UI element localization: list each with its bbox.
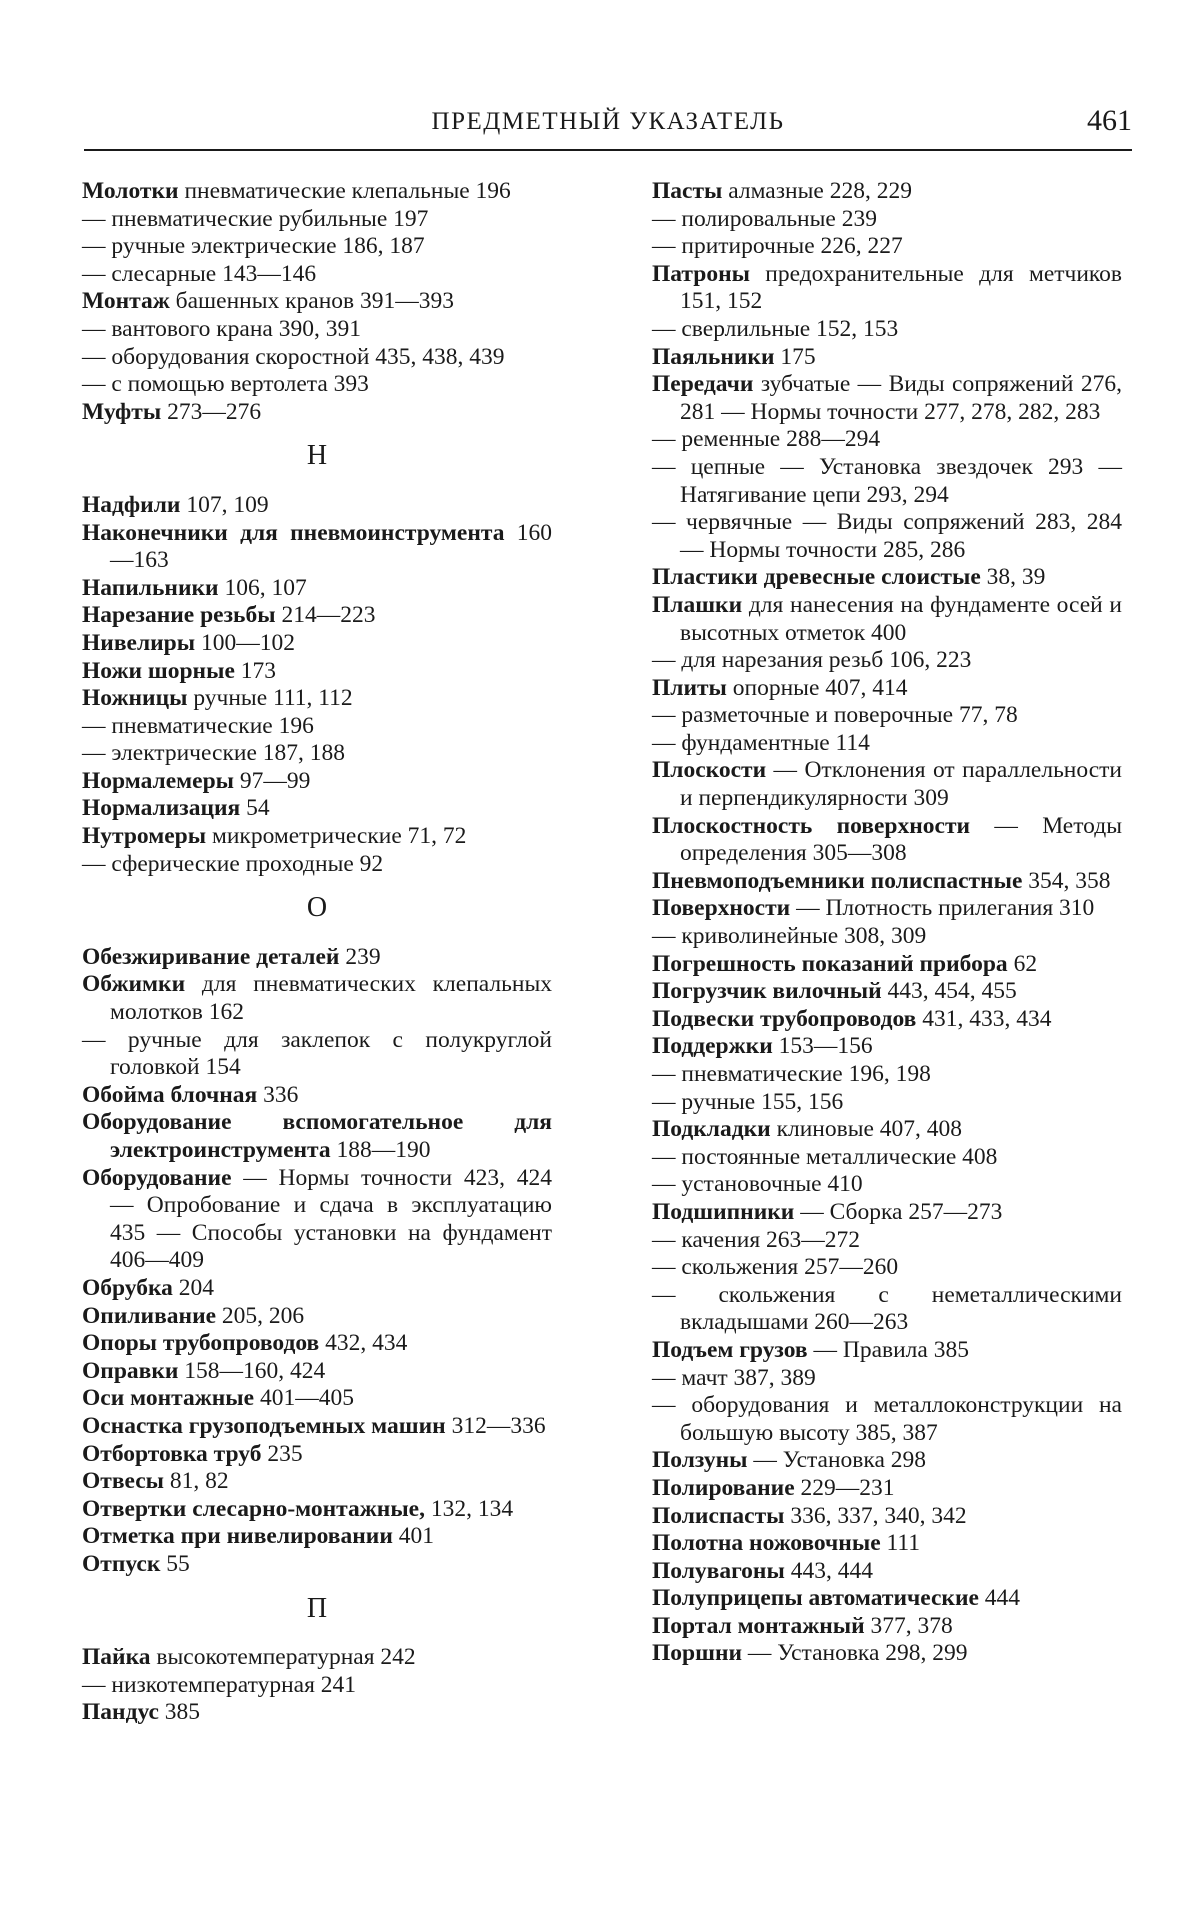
index-entry bbox=[82, 1468, 552, 1496]
index-references: пневматические клепальные 196 bbox=[178, 178, 511, 204]
index-term: Ножницы bbox=[82, 685, 188, 712]
index-term: Передачи bbox=[652, 371, 754, 398]
index-entry bbox=[82, 1109, 552, 1164]
index-entry bbox=[652, 426, 1122, 454]
index-references: — скольжения 257—260 bbox=[652, 1254, 899, 1281]
index-term: Подшипники bbox=[652, 1198, 795, 1225]
index-term: Плиты bbox=[652, 674, 727, 701]
index-entry bbox=[82, 371, 552, 399]
index-entry bbox=[82, 206, 552, 234]
index-references: алмазные 228, 229 bbox=[722, 178, 912, 204]
index-references: — притирочные 226, 227 bbox=[652, 233, 903, 260]
index-term: Оборудование вспомогательное для электроинструмента bbox=[82, 1109, 552, 1163]
index-references: — Сборка 257—273 bbox=[794, 1198, 1003, 1225]
index-term: Поддержки bbox=[652, 1033, 773, 1060]
index-term: Обжимки bbox=[82, 971, 186, 998]
index-entry bbox=[82, 520, 552, 575]
index-references: — ременные 288—294 bbox=[652, 426, 881, 453]
index-references: 443, 444 bbox=[784, 1557, 873, 1584]
index-entry bbox=[652, 1254, 1122, 1282]
index-references: — слесарные 143—146 bbox=[82, 260, 317, 287]
index-column-left bbox=[82, 178, 552, 1727]
index-references: — электрические 187, 188 bbox=[82, 740, 345, 767]
index-references: 312—336 bbox=[445, 1412, 546, 1439]
index-references: — Методы определения 305—308 bbox=[680, 812, 1122, 867]
index-references: 235 bbox=[261, 1440, 303, 1467]
index-references: ручные 111, 112 bbox=[187, 685, 353, 712]
index-entry bbox=[82, 1523, 552, 1551]
index-references: 158—160, 424 bbox=[178, 1357, 326, 1384]
index-references: 377, 378 bbox=[864, 1612, 953, 1639]
index-references: — Установка 298 bbox=[747, 1447, 927, 1474]
index-term: Обрубка bbox=[82, 1274, 173, 1301]
index-entry bbox=[652, 1503, 1122, 1531]
index-entry bbox=[652, 1585, 1122, 1613]
index-term: Опоры трубопроводов bbox=[82, 1330, 320, 1357]
index-term: Напильники bbox=[82, 574, 219, 601]
index-term: Полиспасты bbox=[652, 1502, 785, 1529]
index-entry bbox=[652, 702, 1122, 730]
header-rule bbox=[84, 149, 1132, 151]
index-references: — сферические проходные 92 bbox=[82, 850, 384, 877]
index-references: 401—405 bbox=[254, 1385, 354, 1412]
index-entry bbox=[82, 1303, 552, 1331]
index-term: Погрузчик вилочный bbox=[652, 978, 882, 1005]
index-term: Ножи шорные bbox=[82, 657, 235, 684]
index-term: Пластики древесные слоистые bbox=[652, 564, 981, 591]
index-entry bbox=[82, 233, 552, 261]
index-references: — полировальные 239 bbox=[652, 205, 877, 232]
index-references: — червячные — Виды сопряжений 283, 284 — Нормы точности 285, 286 bbox=[652, 509, 1122, 563]
index-term: Муфты bbox=[82, 398, 162, 425]
index-entry bbox=[82, 1699, 552, 1727]
index-references: 188—190 bbox=[330, 1137, 431, 1163]
index-entry bbox=[652, 1282, 1122, 1337]
index-entry bbox=[652, 675, 1122, 703]
index-entry bbox=[652, 923, 1122, 951]
index-entry bbox=[82, 740, 552, 768]
index-references: — разметочные и поверочные 77, 78 bbox=[652, 702, 1018, 729]
index-references: — низкотемпературная 241 bbox=[82, 1671, 357, 1698]
index-entry bbox=[652, 757, 1122, 812]
index-term: Оси монтажные bbox=[82, 1385, 255, 1412]
index-entry bbox=[652, 1116, 1122, 1144]
index-entry bbox=[652, 1006, 1122, 1034]
index-term: Полирование bbox=[652, 1474, 795, 1501]
index-references: 175 bbox=[774, 343, 816, 370]
index-term: Нормалемеры bbox=[82, 767, 235, 794]
index-references: 444 bbox=[978, 1585, 1021, 1612]
index-entry bbox=[652, 895, 1122, 923]
index-entry bbox=[82, 1275, 552, 1303]
index-references: — с помощью вертолета 393 bbox=[82, 371, 369, 398]
index-references: для пневматических клепальных молотков 162 bbox=[110, 971, 552, 1026]
index-entry bbox=[82, 851, 552, 879]
index-term: Оснастка грузоподъемных машин bbox=[82, 1412, 446, 1439]
index-term: Опиливание bbox=[82, 1302, 217, 1329]
index-term: Подвески трубопроводов bbox=[652, 1005, 917, 1032]
index-references: — пневматические 196, 198 bbox=[652, 1061, 931, 1087]
index-references: 385 bbox=[158, 1699, 201, 1726]
index-term: Нормализация bbox=[82, 795, 241, 822]
index-entry bbox=[652, 1061, 1122, 1089]
index-entry bbox=[82, 795, 552, 823]
index-references: 153—156 bbox=[772, 1033, 873, 1060]
index-entry bbox=[82, 823, 552, 851]
index-references: — Отклонения от параллельности и перпендикулярности 309 bbox=[680, 757, 1122, 812]
index-entry bbox=[652, 344, 1122, 372]
index-entry bbox=[82, 288, 552, 316]
index-entry bbox=[82, 575, 552, 603]
index-references: 205, 206 bbox=[216, 1302, 305, 1329]
index-entry bbox=[652, 1227, 1122, 1255]
index-entry bbox=[652, 1144, 1122, 1172]
index-term: Молотки bbox=[82, 178, 179, 204]
index-references: — мачт 387, 389 bbox=[652, 1364, 816, 1391]
index-term: Полуприцепы автоматические bbox=[652, 1585, 979, 1612]
index-term: Надфили bbox=[82, 491, 181, 518]
index-entry bbox=[82, 1672, 552, 1700]
index-entry bbox=[82, 1027, 552, 1082]
index-entry bbox=[82, 1496, 552, 1524]
index-term: Полувагоны bbox=[652, 1557, 785, 1584]
index-term: Отвесы bbox=[82, 1468, 165, 1495]
index-references: — скольжения с неметаллическими вкладышами 260—263 bbox=[652, 1281, 1122, 1336]
index-term: Пандус bbox=[82, 1699, 159, 1726]
index-references: — вантового крана 390, 391 bbox=[82, 315, 361, 342]
index-entry bbox=[82, 1441, 552, 1469]
index-references: 173 bbox=[234, 657, 277, 684]
index-entry bbox=[82, 685, 552, 713]
index-entry bbox=[82, 1413, 552, 1441]
index-entry bbox=[652, 1337, 1122, 1365]
index-references: — установочные 410 bbox=[652, 1171, 863, 1198]
section-letter: О bbox=[306, 892, 328, 924]
index-entry bbox=[652, 1613, 1122, 1641]
index-entry bbox=[652, 233, 1122, 261]
index-term: Плоскостность поверхности bbox=[652, 812, 971, 839]
index-references: 229—231 bbox=[794, 1474, 895, 1501]
index-term: Отвертки слесарно-монтажные, bbox=[82, 1495, 425, 1522]
index-entry bbox=[652, 371, 1122, 426]
index-references: 204 bbox=[172, 1274, 215, 1301]
index-references: 111 bbox=[880, 1530, 921, 1557]
index-entry bbox=[82, 261, 552, 289]
index-term: Монтаж bbox=[82, 288, 170, 315]
page-number: 461 bbox=[1087, 104, 1132, 137]
index-entry bbox=[652, 1365, 1122, 1393]
index-references: 239 bbox=[339, 943, 381, 970]
index-term: Обойма блочная bbox=[82, 1081, 258, 1108]
index-references: 443, 454, 455 bbox=[881, 978, 1017, 1005]
index-entry bbox=[82, 658, 552, 686]
index-references: — Плотность прилегания 310 bbox=[790, 895, 1095, 922]
index-references: 97—99 bbox=[234, 767, 311, 794]
index-references: опорные 407, 414 bbox=[726, 674, 908, 701]
index-references: — качения 263—272 bbox=[652, 1226, 861, 1253]
index-term: Оправки bbox=[82, 1357, 179, 1384]
index-references: — оборудования скоростной 435, 438, 439 bbox=[82, 343, 505, 370]
index-term: Паяльники bbox=[652, 343, 775, 370]
index-term: Пневмоподъемники полиспастные bbox=[652, 867, 1023, 894]
index-term: Подкладки bbox=[652, 1116, 771, 1143]
index-references: 336 bbox=[257, 1081, 299, 1108]
index-term: Поршни bbox=[652, 1640, 743, 1667]
index-references: — оборудования и металлоконструкции на большую высоту 385, 387 bbox=[652, 1392, 1122, 1446]
index-references: — Установка 298, 299 bbox=[742, 1640, 968, 1667]
index-entry bbox=[82, 1358, 552, 1386]
index-term: Пайка bbox=[82, 1644, 151, 1671]
index-references: — криволинейные 308, 309 bbox=[652, 923, 927, 950]
index-entry bbox=[652, 1447, 1122, 1475]
index-term: Плоскости bbox=[652, 757, 767, 784]
index-references: 106, 107 bbox=[218, 574, 307, 601]
index-references: — для нарезания резьб 106, 223 bbox=[652, 647, 972, 674]
index-references: 55 bbox=[160, 1550, 190, 1577]
index-term: Отметка при нивелировании bbox=[82, 1523, 393, 1550]
index-entry bbox=[82, 1330, 552, 1358]
index-entry bbox=[82, 492, 552, 520]
index-entry bbox=[652, 730, 1122, 758]
index-entry bbox=[652, 1640, 1122, 1668]
index-term: Подъем грузов bbox=[652, 1336, 808, 1363]
index-entry bbox=[652, 1475, 1122, 1503]
index-references: предохранительные для метчиков 151, 152 bbox=[680, 260, 1122, 315]
index-references: 62 bbox=[1007, 950, 1038, 977]
section-letter: П bbox=[306, 1592, 328, 1624]
index-term: Патроны bbox=[652, 260, 750, 287]
index-entry bbox=[652, 592, 1122, 647]
index-entry bbox=[82, 1385, 552, 1413]
index-references: — фундаментные 114 bbox=[652, 729, 870, 756]
index-references: 432, 434 bbox=[319, 1330, 408, 1357]
index-references: 38, 39 bbox=[980, 564, 1046, 591]
index-term: Пасты bbox=[652, 178, 723, 204]
index-entry bbox=[82, 1165, 552, 1275]
index-entry bbox=[82, 768, 552, 796]
index-entry bbox=[652, 316, 1122, 344]
index-references: клиновые 407, 408 bbox=[770, 1116, 963, 1143]
index-references: 81, 82 bbox=[164, 1468, 229, 1495]
index-term: Нарезание резьбы bbox=[82, 602, 276, 629]
index-entry bbox=[652, 1199, 1122, 1227]
index-references: 214—223 bbox=[275, 602, 376, 629]
running-title: ПРЕДМЕТНЫЙ УКАЗАТЕЛЬ bbox=[431, 108, 785, 135]
index-term: Нивелиры bbox=[82, 629, 196, 656]
index-references: зубчатые — Виды сопряжений 276, 281 — Нормы точности 277, 278, 282, 283 bbox=[680, 371, 1122, 425]
index-term: Плашки bbox=[652, 591, 743, 618]
index-references: 54 bbox=[240, 795, 270, 822]
index-references: — Нормы точности 423, 424 — Опробование и сдача в эксплуатацию 435 — Способы установки на фундамент 406—409 bbox=[110, 1164, 552, 1274]
index-term: Полотна ножовочные bbox=[652, 1530, 881, 1557]
index-entry bbox=[652, 454, 1122, 509]
index-references: 107, 109 bbox=[180, 491, 269, 518]
index-references: башенных кранов 391—393 bbox=[169, 288, 455, 315]
index-entry bbox=[652, 647, 1122, 675]
index-entry bbox=[652, 813, 1122, 868]
index-term: Нутромеры bbox=[82, 823, 207, 850]
index-entry bbox=[82, 1082, 552, 1110]
index-entry bbox=[652, 1392, 1122, 1447]
index-term: Поверхности bbox=[652, 895, 791, 922]
index-references: — пневматические 196 bbox=[82, 712, 314, 739]
index-references: — цепные — Установка звездочек 293 — Натягивание цепи 293, 294 bbox=[652, 453, 1122, 508]
index-entry bbox=[652, 178, 1122, 206]
index-entry bbox=[82, 602, 552, 630]
index-term: Ползуны bbox=[652, 1447, 748, 1474]
index-references: — сверлильные 152, 153 bbox=[652, 315, 899, 342]
index-term: Погрешность показаний прибора bbox=[652, 950, 1008, 977]
index-references: — ручные для заклепок с полукруглой головкой 154 bbox=[82, 1026, 552, 1081]
index-term: Отпуск bbox=[82, 1550, 161, 1577]
index-term: Оборудование bbox=[82, 1164, 232, 1191]
index-entry bbox=[652, 261, 1122, 316]
index-references: 401 bbox=[392, 1523, 434, 1550]
index-entry bbox=[652, 978, 1122, 1006]
index-entry bbox=[82, 316, 552, 344]
index-entry bbox=[82, 399, 552, 427]
index-term: Отбортовка труб bbox=[82, 1440, 262, 1467]
index-entry bbox=[82, 971, 552, 1026]
index-references: микрометрические 71, 72 bbox=[206, 823, 467, 850]
index-entry bbox=[82, 344, 552, 372]
index-entry bbox=[82, 1644, 552, 1672]
index-references: высокотемпературная 242 bbox=[150, 1644, 416, 1671]
index-references: — постоянные металлические 408 bbox=[652, 1143, 998, 1170]
index-entry bbox=[652, 509, 1122, 564]
index-entry bbox=[652, 1033, 1122, 1061]
index-references: — ручные 155, 156 bbox=[652, 1088, 844, 1115]
index-entry bbox=[652, 1171, 1122, 1199]
index-entry bbox=[82, 630, 552, 658]
index-references: для нанесения на фундаменте осей и высотных отметок 400 bbox=[680, 591, 1122, 646]
index-entry bbox=[82, 1551, 552, 1579]
index-entry bbox=[82, 713, 552, 741]
index-references: — Правила 385 bbox=[807, 1336, 969, 1363]
index-entry bbox=[652, 206, 1122, 234]
index-term: Наконечники для пневмоинструмента bbox=[82, 519, 505, 546]
index-entry bbox=[82, 178, 552, 206]
index-entry bbox=[652, 1089, 1122, 1117]
index-entry bbox=[652, 951, 1122, 979]
index-references: 354, 358 bbox=[1022, 867, 1111, 894]
index-column-right bbox=[652, 178, 1122, 1668]
index-references: 132, 134 bbox=[425, 1495, 514, 1522]
index-references: — ручные электрические 186, 187 bbox=[82, 233, 425, 260]
page-header bbox=[84, 104, 1132, 140]
index-entry bbox=[652, 868, 1122, 896]
index-term: Обезжиривание деталей bbox=[82, 943, 340, 970]
index-references: 100—102 bbox=[195, 629, 295, 656]
index-references: 431, 433, 434 bbox=[916, 1005, 1052, 1032]
index-references: 336, 337, 340, 342 bbox=[784, 1502, 967, 1529]
index-entry bbox=[82, 944, 552, 972]
index-references: 273—276 bbox=[161, 398, 262, 425]
index-entry bbox=[652, 1530, 1122, 1558]
index-references: 160—163 bbox=[110, 519, 552, 574]
index-entry bbox=[652, 564, 1122, 592]
index-entry bbox=[652, 1558, 1122, 1586]
index-term: Портал монтажный bbox=[652, 1612, 865, 1639]
section-letter: Н bbox=[306, 440, 328, 472]
index-references: — пневматические рубильные 197 bbox=[82, 205, 429, 232]
